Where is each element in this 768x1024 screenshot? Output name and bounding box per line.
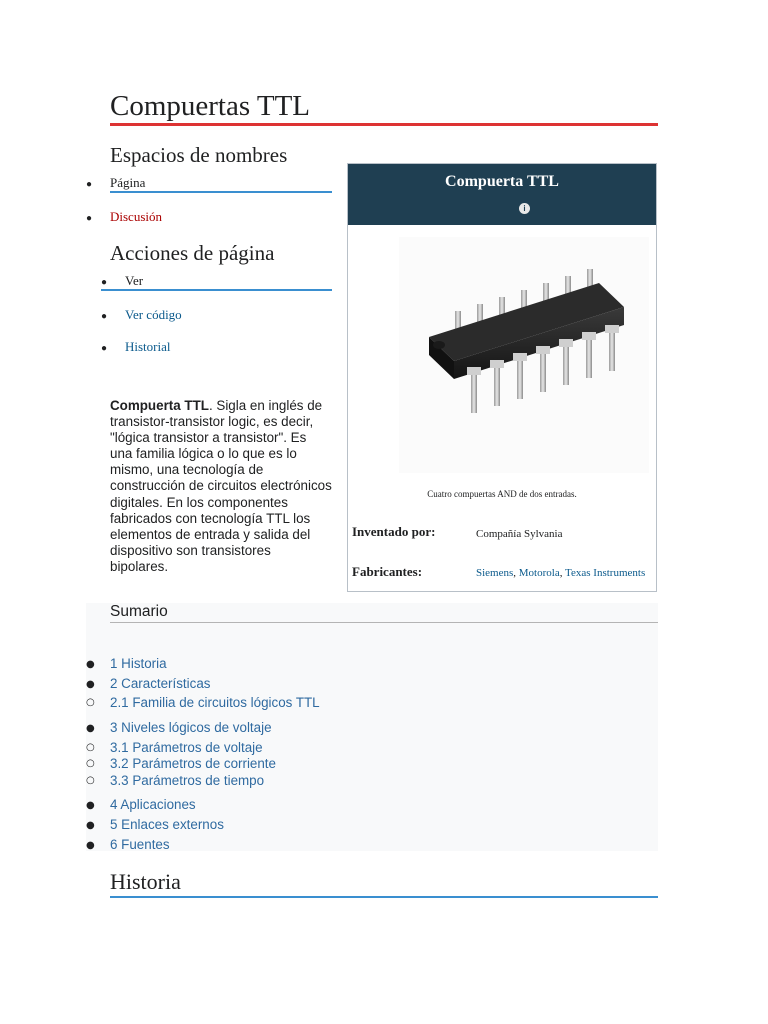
toc-divider (110, 622, 658, 623)
toc-item-parametros-tiempo[interactable]: 3.3 Parámetros de tiempo (110, 773, 265, 788)
action-ver-underline (101, 289, 332, 291)
bullet-icon: ● (86, 723, 95, 734)
page-title: Compuertas TTL (110, 90, 311, 122)
link-texas-instruments[interactable]: Texas Instruments (565, 567, 646, 579)
action-ver[interactable]: Ver (125, 273, 144, 288)
bullet-icon: ● (101, 277, 108, 288)
toc-item-historia[interactable]: 1 Historia (110, 656, 167, 671)
infobox (347, 163, 657, 592)
bullet-icon: ● (86, 820, 95, 831)
toc-title: Sumario (110, 603, 168, 620)
section-divider (110, 896, 658, 898)
infobox-title: Compuerta TTL (445, 173, 559, 190)
circle-bullet-icon: ○ (86, 742, 95, 753)
page-actions-heading: Acciones de página (110, 241, 275, 265)
infobox-header (348, 164, 656, 225)
bullet-icon: ● (86, 679, 95, 690)
intro-text: . Sigla en inglés de transistor-transistor logic, es decir, "lógica transistor a transistor". Es una familia lógica o lo que es lo mismo, una tecnología de construcción de circuitos electrónicos digitales. En los componentes fabricados con tecnología TTL los elementos de entrada y salida del dispositivo son transistores bipolares. (110, 398, 332, 574)
bullet-icon: ● (86, 659, 95, 670)
dip-chip-illustration (399, 237, 649, 473)
toc-item-familia[interactable]: 2.1 Familia de circuitos lógicos TTL (110, 695, 320, 710)
tab-pagina-underline (110, 191, 332, 193)
manufacturers-label: Fabricantes: (352, 564, 423, 579)
tab-pagina[interactable]: Página (110, 175, 146, 190)
toc-item-enlaces[interactable]: 5 Enlaces externos (110, 817, 224, 832)
tab-discusion[interactable]: Discusión (110, 209, 162, 224)
link-motorola[interactable]: Motorola (518, 567, 560, 579)
bullet-icon: ● (86, 840, 95, 851)
intro-paragraph (110, 398, 332, 575)
title-divider (110, 123, 658, 126)
inventor-label: Inventado por: (352, 524, 436, 539)
manufacturers-value: Siemens, Motorola, Texas Instruments (476, 567, 646, 579)
info-icon[interactable]: i (519, 203, 530, 214)
bullet-icon: ● (101, 343, 108, 354)
toc-item-caracteristicas[interactable]: 2 Características (110, 676, 211, 691)
circle-bullet-icon: ○ (86, 758, 95, 769)
ic-chip-image[interactable] (399, 237, 649, 473)
namespaces-heading: Espacios de nombres (110, 143, 288, 167)
toc-item-parametros-voltaje[interactable]: 3.1 Parámetros de voltaje (110, 740, 263, 755)
section-heading-historia: Historia (110, 869, 181, 894)
bullet-icon: ● (86, 213, 93, 224)
action-historial[interactable]: Historial (125, 339, 171, 354)
bullet-icon: ● (86, 800, 95, 811)
intro-bold-term: Compuerta TTL (110, 398, 209, 413)
bullet-icon: ● (86, 179, 93, 190)
action-ver-codigo[interactable]: Ver código (125, 307, 182, 322)
inventor-value: Compañía Sylvania (476, 528, 563, 540)
infobox-caption: Cuatro compuertas AND de dos entradas. (427, 489, 577, 499)
circle-bullet-icon: ○ (86, 697, 95, 708)
toc-item-parametros-corriente[interactable]: 3.2 Parámetros de corriente (110, 756, 276, 771)
link-siemens[interactable]: Siemens (476, 567, 514, 579)
bullet-icon: ● (101, 311, 108, 322)
toc-item-niveles[interactable]: 3 Niveles lógicos de voltaje (110, 720, 272, 735)
toc-item-aplicaciones[interactable]: 4 Aplicaciones (110, 797, 196, 812)
circle-bullet-icon: ○ (86, 775, 95, 786)
toc-item-fuentes[interactable]: 6 Fuentes (110, 837, 170, 852)
